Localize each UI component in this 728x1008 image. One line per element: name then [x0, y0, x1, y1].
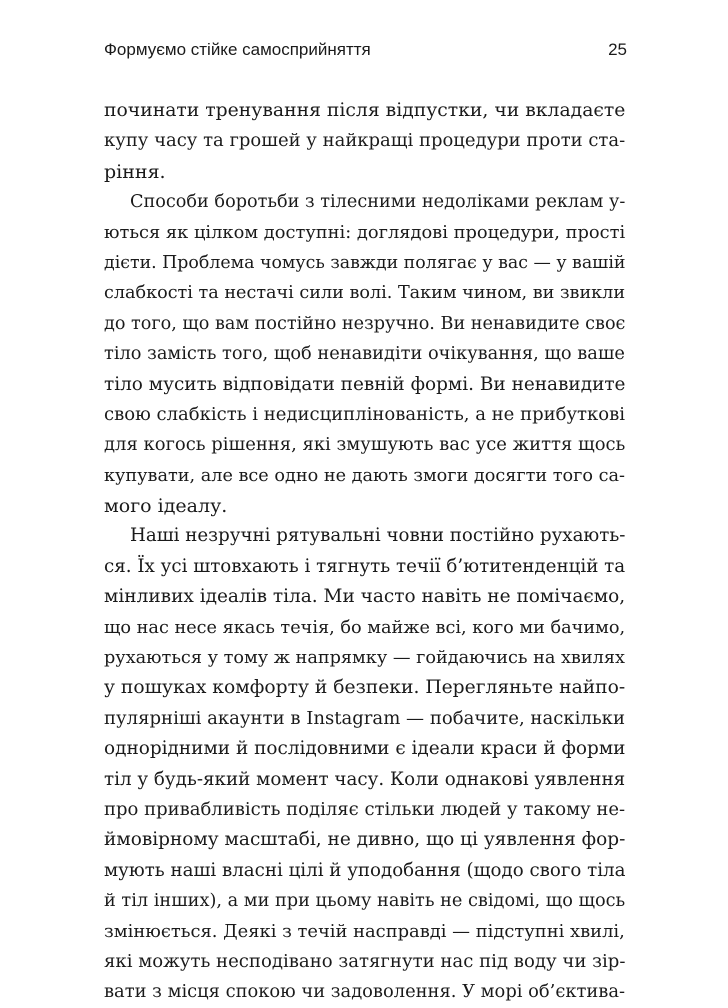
- text-line: ся. Їх усі штовхають і тягнуть течії б’ютитенденцій та: [104, 555, 626, 577]
- paragraph: [104, 96, 627, 187]
- text-line: купувати, але все одно не дають змоги досягти того са-: [104, 465, 625, 486]
- text-line: дієти. Проблема чомусь завжди полягає у вас — у вашій: [104, 252, 626, 273]
- text-line: вати з місця спокою чи задоволення. У морі об’єктива-: [104, 981, 626, 1003]
- text-line: ються як цілком доступні: доглядові процедури, прості: [104, 221, 626, 243]
- text-line: пулярніші акаунти в Instagram — побачите, наскільки: [104, 707, 625, 729]
- page-number: 25: [608, 40, 627, 59]
- text-line: свою слабкість і недисциплінованість, а не прибуткові: [104, 403, 626, 425]
- text-line: мують наші власні цілі й уподобання (щодо свого тіла: [104, 859, 626, 881]
- text-line: Способи боротьби з тілесними недоліками реклам у-: [130, 192, 626, 213]
- text-line: починати тренування після відпустки, чи вкладаєте: [104, 100, 626, 121]
- text-line: мінливих ідеалів тіла. Ми часто навіть не помічаємо,: [104, 586, 626, 608]
- chapter-title: Формуємо стійке самосприйняття: [104, 40, 371, 59]
- body-text: [104, 96, 627, 1008]
- text-line: до того, що вам постійно незручно. Ви ненавидите своє: [104, 313, 626, 334]
- text-line: змінюється. Деякі з течій насправді — підступні хвилі,: [104, 920, 625, 942]
- text-line: тіло замість того, щоб ненавидіти очікування, що ваше: [104, 343, 625, 365]
- paragraph: [104, 521, 627, 1007]
- text-line: для когось рішення, які змушують вас усе життя щось: [104, 434, 626, 456]
- running-head: [104, 40, 627, 66]
- text-line: які можуть несподівано затягнути нас під воду чи зір-: [104, 950, 626, 972]
- paragraph: [104, 187, 627, 521]
- text-line: що нас несе якась течія, бо майже всі, кого ми бачимо,: [104, 617, 626, 638]
- text-line: слабкості та нестачі сили волі. Таким чином, ви звикли: [104, 283, 626, 304]
- text-line: однорідними й послідовними є ідеали краси й форми: [104, 738, 626, 760]
- text-line: про привабливість поділяє стільки людей у такому не-: [104, 798, 626, 820]
- text-line: й тіл інших), а ми при цьому навіть не свідомі, що щось: [104, 891, 626, 912]
- text-line: ймовірному масштабі, не дивно, що ці уявлення фор-: [104, 829, 626, 851]
- text-line: купу часу та грошей у найкращі процедури проти ста-: [104, 130, 626, 152]
- text-line: рухаються у тому ж напрямку — гойдаючись на хвилях: [104, 648, 625, 669]
- text-line: мого ідеалу.: [104, 495, 228, 518]
- text-line: у пошуках комфорту й безпеки. Перегляньте найпо-: [104, 677, 626, 699]
- text-line: ріння.: [104, 160, 166, 183]
- text-line: тіл у будь-який момент часу. Коли однакові уявлення: [104, 768, 626, 790]
- text-line: тіло мусить відповідати певній формі. Ви ненавидите: [104, 373, 626, 395]
- text-line: Наші незручні рятувальні човни постійно рухають-: [130, 525, 626, 547]
